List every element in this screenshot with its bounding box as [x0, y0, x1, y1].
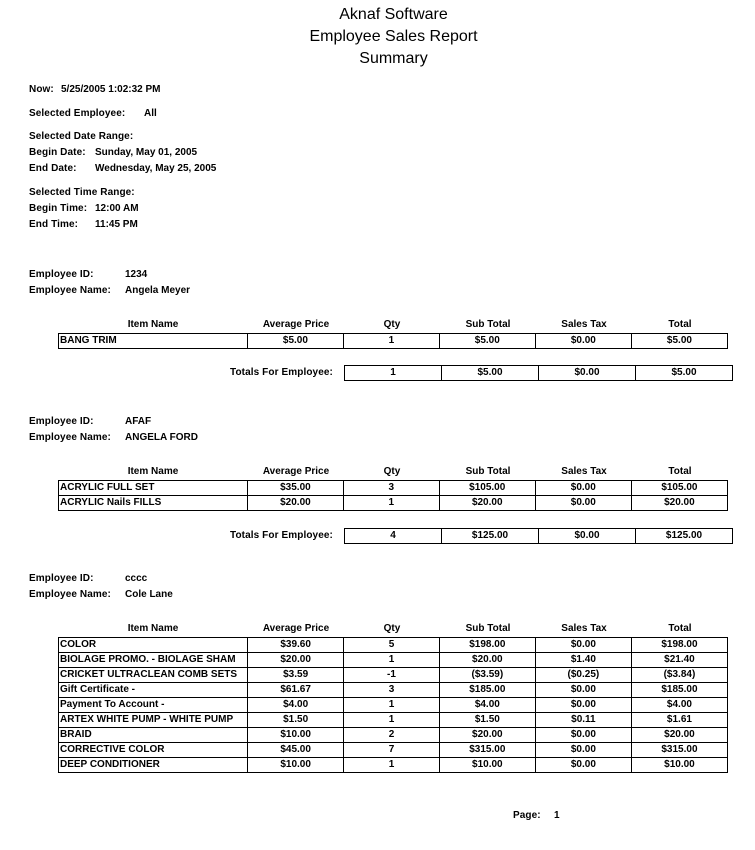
- employee-id-label: Employee ID:: [29, 269, 94, 280]
- column-header: Sales Tax: [561, 319, 607, 330]
- table-cell: CRICKET ULTRACLEAN COMB SETS: [59, 668, 248, 683]
- table-cell: ACRYLIC FULL SET: [59, 481, 248, 496]
- column-header: Sub Total: [465, 623, 511, 634]
- company-title: Aknaf Software: [339, 6, 448, 23]
- table-cell: $0.11: [535, 713, 631, 728]
- table-row: [59, 698, 728, 713]
- selected-employee-label: Selected Employee:: [29, 108, 126, 119]
- employee-name-value: Angela Meyer: [125, 285, 191, 296]
- table-cell: $1.40: [535, 653, 631, 668]
- table-cell: $0.00: [535, 638, 631, 653]
- table-row: [59, 668, 728, 683]
- table-cell: $1.50: [439, 713, 535, 728]
- employee-name-label: Employee Name:: [29, 285, 111, 296]
- table-cell: $10.00: [631, 758, 727, 773]
- table-cell: $105.00: [439, 481, 535, 496]
- table-cell: ACRYLIC Nails FILLS: [59, 496, 248, 511]
- table-cell: $10.00: [248, 758, 344, 773]
- table-cell: $198.00: [631, 638, 727, 653]
- time-range-label: Selected Time Range:: [29, 187, 135, 198]
- report-subtitle: Summary: [359, 50, 428, 67]
- totals-table: [344, 365, 733, 381]
- table-row: [59, 481, 728, 496]
- employee-id-value: AFAF: [125, 416, 152, 427]
- totals-cell: $0.00: [539, 366, 636, 381]
- table-cell: 1: [344, 758, 440, 773]
- table-row: [59, 758, 728, 773]
- date-range-label: Selected Date Range:: [29, 131, 134, 142]
- totals-for-employee-label: Totals For Employee:: [230, 530, 333, 541]
- table-cell: Gift Certificate -: [59, 683, 248, 698]
- table-row: [59, 728, 728, 743]
- table-cell: CORRECTIVE COLOR: [59, 743, 248, 758]
- totals-cell: $5.00: [442, 366, 539, 381]
- begin-date-label: Begin Date:: [29, 147, 86, 158]
- table-cell: $20.00: [631, 496, 727, 511]
- table-cell: $0.00: [535, 683, 631, 698]
- table-cell: COLOR: [59, 638, 248, 653]
- table-cell: 5: [344, 638, 440, 653]
- table-cell: $185.00: [439, 683, 535, 698]
- table-row: [59, 638, 728, 653]
- table-cell: $1.61: [631, 713, 727, 728]
- table-cell: ARTEX WHITE PUMP - WHITE PUMP: [59, 713, 248, 728]
- table-cell: 7: [344, 743, 440, 758]
- column-header: Qty: [383, 466, 401, 477]
- totals-cell: 4: [345, 529, 442, 544]
- column-header: Qty: [383, 319, 401, 330]
- table-cell: $5.00: [439, 334, 535, 349]
- employee-name-label: Employee Name:: [29, 589, 111, 600]
- column-header: Total: [668, 466, 692, 477]
- totals-row: [345, 366, 733, 381]
- table-cell: 2: [344, 728, 440, 743]
- table-cell: 1: [343, 496, 439, 511]
- table-cell: ($3.59): [439, 668, 535, 683]
- table-row: [59, 653, 728, 668]
- column-header: Sub Total: [465, 466, 511, 477]
- table-cell: 1: [344, 713, 440, 728]
- table-cell: Payment To Account -: [59, 698, 248, 713]
- column-header: Sub Total: [465, 319, 511, 330]
- table-cell: 3: [344, 683, 440, 698]
- employee-id-value: 1234: [125, 269, 148, 280]
- table-cell: $315.00: [439, 743, 535, 758]
- column-header: Item Name: [127, 319, 179, 330]
- table-cell: BANG TRIM: [59, 334, 248, 349]
- employee-name-value: ANGELA FORD: [125, 432, 198, 443]
- table-cell: BIOLAGE PROMO. - BIOLAGE SHAM: [59, 653, 248, 668]
- table-cell: ($0.25): [535, 668, 631, 683]
- begin-time-label: Begin Time:: [29, 203, 88, 214]
- page-label: Page:: [513, 810, 541, 821]
- column-header: Sales Tax: [561, 466, 607, 477]
- table-cell: 3: [343, 481, 439, 496]
- table-cell: $20.00: [439, 653, 535, 668]
- selected-employee-value: All: [144, 108, 157, 119]
- table-cell: 1: [343, 334, 439, 349]
- table-cell: ($3.84): [631, 668, 727, 683]
- end-time-label: End Time:: [29, 219, 79, 230]
- column-header: Average Price: [262, 466, 330, 477]
- table-cell: $4.00: [439, 698, 535, 713]
- table-cell: -1: [344, 668, 440, 683]
- table-cell: DEEP CONDITIONER: [59, 758, 248, 773]
- table-cell: $198.00: [439, 638, 535, 653]
- table-cell: $5.00: [631, 334, 727, 349]
- table-cell: $0.00: [535, 758, 631, 773]
- column-header: Item Name: [127, 466, 179, 477]
- column-header: Item Name: [127, 623, 179, 634]
- table-cell: $45.00: [248, 743, 344, 758]
- table-cell: $10.00: [439, 758, 535, 773]
- employee-id-value: cccc: [125, 573, 148, 584]
- table-row: [59, 713, 728, 728]
- end-time-value: 11:45 PM: [95, 219, 138, 230]
- now-value: 5/25/2005 1:02:32 PM: [61, 84, 161, 95]
- table-cell: $0.00: [535, 743, 631, 758]
- table-cell: 1: [344, 653, 440, 668]
- table-cell: $20.00: [631, 728, 727, 743]
- now-label: Now:: [29, 84, 54, 95]
- table-cell: $0.00: [535, 334, 631, 349]
- column-header: Average Price: [262, 319, 330, 330]
- table-cell: $20.00: [247, 496, 343, 511]
- employee-name-value: Cole Lane: [125, 589, 173, 600]
- table-row: [59, 334, 728, 349]
- table-cell: $4.00: [631, 698, 727, 713]
- end-date-value: Wednesday, May 25, 2005: [95, 163, 217, 174]
- totals-cell: 1: [345, 366, 442, 381]
- totals-table: [344, 528, 733, 544]
- table-row: [59, 743, 728, 758]
- items-table: [58, 637, 728, 773]
- table-cell: $20.00: [248, 653, 344, 668]
- table-cell: $185.00: [631, 683, 727, 698]
- report-title: Employee Sales Report: [309, 28, 478, 45]
- items-table: [58, 480, 728, 511]
- table-cell: $0.00: [535, 728, 631, 743]
- table-cell: $10.00: [248, 728, 344, 743]
- items-table: [58, 333, 728, 349]
- begin-time-value: 12:00 AM: [95, 203, 139, 214]
- column-header: Sales Tax: [561, 623, 607, 634]
- page-number: 1: [554, 810, 560, 821]
- table-row: [59, 683, 728, 698]
- column-header: Qty: [383, 623, 401, 634]
- begin-date-value: Sunday, May 01, 2005: [95, 147, 198, 158]
- table-cell: $21.40: [631, 653, 727, 668]
- column-header: Average Price: [262, 623, 330, 634]
- table-cell: $5.00: [247, 334, 343, 349]
- totals-cell: $125.00: [636, 529, 733, 544]
- table-cell: $61.67: [248, 683, 344, 698]
- table-cell: $20.00: [439, 496, 535, 511]
- column-header: Total: [668, 319, 692, 330]
- end-date-label: End Date:: [29, 163, 77, 174]
- table-cell: $0.00: [535, 481, 631, 496]
- totals-cell: $0.00: [539, 529, 636, 544]
- employee-name-label: Employee Name:: [29, 432, 111, 443]
- table-cell: $0.00: [535, 496, 631, 511]
- employee-id-label: Employee ID:: [29, 416, 94, 427]
- table-cell: $3.59: [248, 668, 344, 683]
- table-cell: $20.00: [439, 728, 535, 743]
- totals-cell: $5.00: [636, 366, 733, 381]
- employee-id-label: Employee ID:: [29, 573, 94, 584]
- table-cell: $39.60: [248, 638, 344, 653]
- table-cell: BRAID: [59, 728, 248, 743]
- totals-cell: $125.00: [442, 529, 539, 544]
- column-header: Total: [668, 623, 692, 634]
- table-cell: 1: [344, 698, 440, 713]
- table-cell: $315.00: [631, 743, 727, 758]
- table-cell: $1.50: [248, 713, 344, 728]
- table-row: [59, 496, 728, 511]
- totals-row: [345, 529, 733, 544]
- table-cell: $4.00: [248, 698, 344, 713]
- totals-for-employee-label: Totals For Employee:: [230, 367, 333, 378]
- table-cell: $0.00: [535, 698, 631, 713]
- table-cell: $35.00: [247, 481, 343, 496]
- table-cell: $105.00: [631, 481, 727, 496]
